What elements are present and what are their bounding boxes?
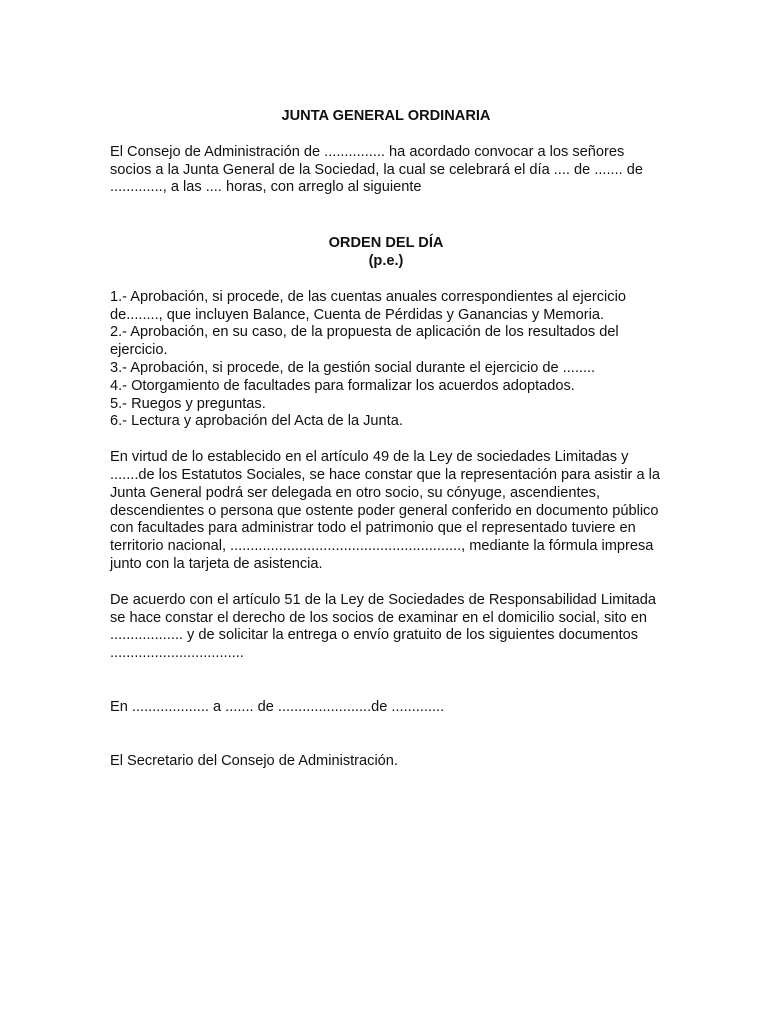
document-body [110, 108, 662, 771]
agenda-item: 3.- Aprobación, si procede, de la gestión social durante el ejercicio de ........ [110, 359, 596, 376]
place-date-line: En ................... a ....... de .......................de ............. [110, 698, 445, 715]
agenda-item: 6.- Lectura y aprobación del Acta de la Junta. [110, 413, 403, 430]
agenda-item: 2.- Aprobación, en su caso, de la propuesta de aplicación de los resultados del ejercicio. [110, 324, 619, 359]
document-title: JUNTA GENERAL ORDINARIA [281, 108, 491, 124]
agenda-item: 5.- Ruegos y preguntas. [110, 395, 266, 412]
intro-paragraph: El Consejo de Administración de ............... ha acordado convocar a los señores socios a la Junta General de la Sociedad, la cual se celebrará el día .... de ....... de ............., a las .... horas, con arreglo al siguiente [110, 143, 643, 196]
agenda-list [110, 289, 662, 431]
agenda-item: 4.- Otorgamiento de facultades para formalizar los acuerdos adoptados. [110, 377, 575, 394]
documents-right-paragraph: De acuerdo con el artículo 51 de la Ley de Sociedades de Responsabilidad Limitada se hace constar el derecho de los socios de examinar en el domicilio social, sito en .................. y de solicitar la entrega o envío gratuito de los siguientes documentos ................................. [110, 591, 657, 662]
signature-line: El Secretario del Consejo de Administración. [110, 752, 398, 769]
agenda-subtitle: (p.e.) [368, 252, 404, 269]
agenda-item: 1.- Aprobación, si procede, de las cuentas anuales correspondientes al ejercicio de........, que incluyen Balance, Cuenta de Pérdidas y Ganancias y Memoria. [110, 288, 626, 323]
representation-paragraph: En virtud de lo establecido en el artículo 49 de la Ley de sociedades Limitadas y .......de los Estatutos Sociales, se hace constar que la representación para asistir a la Junta General podrá ser delegada en otro socio, su cónyuge, ascendientes, descendientes o persona que ostente poder general conferido en documento público con facultades para administrar todo el patrimonio que el representado tuviere en territorio nacional, ........................................................., mediante la fórmula impresa junto con la tarjeta de asistencia. [110, 449, 660, 572]
agenda-title: ORDEN DEL DÍA [328, 235, 444, 252]
